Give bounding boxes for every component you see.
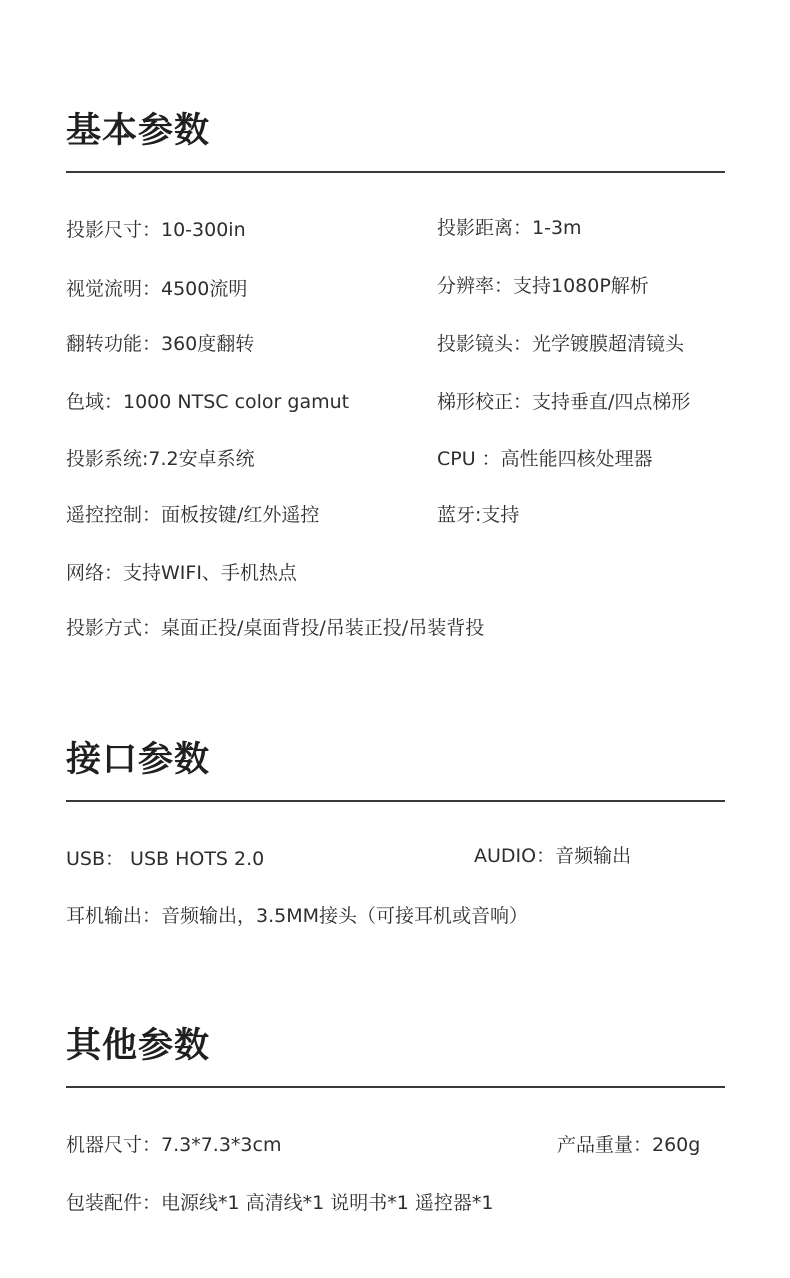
spec-network: 网络：支持WIFI、手机热点 xyxy=(66,562,297,584)
spec-projection-mode: 投影方式：桌面正投/桌面背投/吊装正投/吊装背投 xyxy=(66,617,485,639)
spec-bluetooth: 蓝牙:支持 xyxy=(437,504,520,526)
spec-remote: 遥控控制：面板按键/红外遥控 xyxy=(66,504,320,526)
spec-headphone: 耳机输出：音频输出，3.5MM接头（可接耳机或音响） xyxy=(66,905,529,927)
spec-dimensions: 机器尺寸：7.3*7.3*3cm xyxy=(66,1134,282,1156)
spec-flip: 翻转功能：360度翻转 xyxy=(66,333,255,355)
spec-color-gamut: 色域：1000 NTSC color gamut xyxy=(66,391,350,413)
section-title-interface: 接口参数 xyxy=(66,740,211,780)
spec-lens: 投影镜头：光学镀膜超清镜头 xyxy=(437,333,685,355)
section-divider xyxy=(66,1086,725,1088)
spec-cpu: CPU ：高性能四核处理器 xyxy=(437,448,653,470)
spec-brightness: 视觉流明：4500流明 xyxy=(66,278,248,300)
section-divider xyxy=(66,171,725,173)
spec-projection-distance: 投影距离：1-3m xyxy=(437,217,582,239)
section-title-basic: 基本参数 xyxy=(66,111,211,151)
spec-weight: 产品重量：260g xyxy=(557,1134,701,1156)
spec-projection-size: 投影尺寸：10-300in xyxy=(66,219,246,241)
spec-resolution: 分辨率：支持1080P解析 xyxy=(437,275,649,297)
spec-system: 投影系统:7.2安卓系统 xyxy=(66,448,255,470)
spec-audio: AUDIO：音频输出 xyxy=(474,845,632,867)
spec-usb: USB： USB HOTS 2.0 xyxy=(66,848,265,870)
spec-keystone: 梯形校正：支持垂直/四点梯形 xyxy=(437,391,691,413)
section-divider xyxy=(66,800,725,802)
section-title-other: 其他参数 xyxy=(66,1026,211,1066)
spec-package: 包装配件：电源线*1 高清线*1 说明书*1 遥控器*1 xyxy=(66,1192,494,1214)
